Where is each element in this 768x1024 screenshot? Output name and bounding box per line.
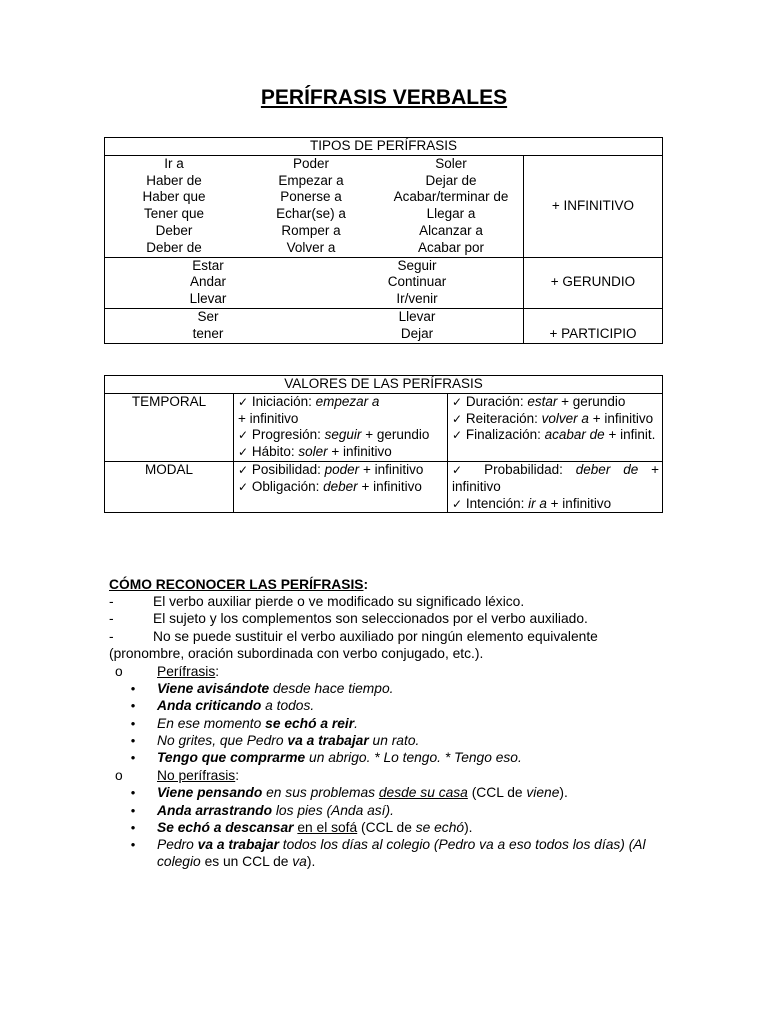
no-perifrasis-heading: o No perífrasis:: [115, 768, 240, 784]
value-item: ✓ Intención: ir a + infinitivo: [452, 495, 612, 511]
types-table-header: TIPOS DE PERÍFRASIS: [105, 138, 663, 156]
check-icon: ✓: [238, 445, 249, 460]
values-table-header: VALORES DE LAS PERÍFRASIS: [105, 376, 663, 394]
list-item: Llegar a: [426, 206, 476, 222]
types-table: [104, 137, 663, 344]
infinitivo-col3: [379, 156, 523, 257]
no-perifrasis-examples: [109, 784, 655, 870]
infinitivo-label: + INFINITIVO: [524, 155, 663, 257]
list-item: Continuar: [387, 274, 447, 290]
infinitivo-col2: [243, 156, 379, 257]
list-item: • Anda arrastrando los pies (Anda así).: [130, 802, 394, 818]
list-item: • Viene avisándote desde hace tiempo.: [130, 681, 394, 697]
list-item: Llevar: [398, 308, 436, 324]
value-item: ✓ Finalización: acabar de + infinit.: [452, 427, 656, 443]
gerundio-col2: [311, 258, 523, 308]
list-item: • En ese momento se echó a reir.: [130, 715, 358, 731]
list-item: Ponerse a: [280, 189, 342, 205]
modal-right-cell: [448, 461, 663, 512]
value-item: ✓ Reiteración: volver a + infinitivo: [452, 410, 654, 426]
page-title: PERÍFRASIS VERBALES: [260, 86, 508, 109]
check-icon: ✓: [238, 428, 249, 443]
list-item: Soler: [435, 155, 467, 171]
values-table: [104, 375, 663, 513]
modal-label: MODAL: [105, 461, 234, 512]
list-item: Acabar/terminar de: [393, 189, 509, 205]
infinitivo-verbs-cell: [105, 155, 524, 257]
list-item: Haber que: [142, 189, 206, 205]
list-item: Estar: [192, 257, 224, 273]
value-item: ✓ Hábito: soler + infinitivo: [238, 444, 392, 460]
list-item: Romper a: [281, 222, 341, 238]
list-item: Deber: [155, 222, 193, 238]
participio-verbs-cell: [105, 308, 524, 343]
gerundio-verbs-cell: [105, 257, 524, 308]
check-icon: ✓: [238, 394, 249, 409]
list-item: Tener que: [143, 206, 205, 222]
value-item: ✓ Progresión: seguir + gerundio: [238, 427, 430, 443]
list-item: Echar(se) a: [276, 206, 346, 222]
list-item: • Viene pensando en sus problemas desde su casa (CCL de viene).: [130, 785, 568, 801]
value-item: ✓ Obligación: deber + infinitivo: [238, 478, 422, 494]
list-item: Empezar a: [278, 172, 344, 188]
check-icon: ✓: [452, 462, 472, 477]
value-item: ✓ Duración: estar + gerundio: [452, 393, 626, 409]
check-icon: ✓: [452, 496, 463, 511]
rule-item: - El sujeto y los complementos son seleccionados por el verbo auxiliado.: [109, 611, 588, 627]
list-item: Dejar de: [425, 172, 477, 188]
rule-item: - El verbo auxiliar pierde o ve modificado su significado léxico.: [109, 594, 525, 610]
check-icon: ✓: [238, 479, 249, 494]
temporal-left-cell: [234, 393, 448, 461]
list-item: • Se echó a descansar en el sofá (CCL de se echó).: [130, 819, 473, 835]
list-item: Ser: [197, 308, 219, 324]
list-item: • Pedro va a trabajar todos los días al colegio (Pedro va a eso todos los días) (Al colegio es un CCL de va).: [130, 837, 646, 870]
temporal-label: TEMPORAL: [105, 393, 234, 461]
list-item: • No grites, que Pedro va a trabajar un rato.: [130, 732, 420, 748]
list-item: Seguir: [397, 257, 437, 273]
list-item: • Tengo que comprarme un abrigo. * Lo tengo. * Tengo eso.: [130, 750, 522, 766]
value-item: ✓ Iniciación: empezar a + infinitivo: [238, 393, 380, 426]
list-item: tener: [192, 325, 224, 341]
list-item: Alcanzar a: [419, 222, 483, 238]
list-item: Haber de: [146, 172, 202, 188]
check-icon: ✓: [452, 411, 463, 426]
list-item: Acabar por: [417, 239, 485, 255]
list-item: • Anda criticando a todos.: [130, 698, 315, 714]
check-icon: ✓: [452, 428, 463, 443]
perifrasis-examples: [109, 680, 655, 766]
list-item: Deber de: [146, 239, 202, 255]
participio-label: + PARTICIPIO: [524, 308, 663, 343]
list-item: Llevar: [189, 291, 227, 307]
modal-left-cell: [234, 461, 448, 512]
value-item: ✓ Probabilidad: deber de + infinitivo: [452, 461, 659, 494]
list-item: Ir a: [164, 155, 184, 171]
participio-col1: [105, 309, 311, 343]
gerundio-col1: [105, 258, 311, 308]
temporal-right-cell: [448, 393, 663, 461]
perifrasis-heading: o Perífrasis:: [115, 664, 220, 680]
rule-item: - No se puede sustituir el verbo auxiliado por ningún elemento equivalente (pronombre, oración subordinada con verbo conjugado, etc.).: [109, 628, 598, 661]
list-item: Dejar: [400, 325, 434, 341]
list-item: Volver a: [286, 239, 336, 255]
check-icon: ✓: [238, 462, 249, 477]
infinitivo-col1: [105, 156, 243, 257]
value-item: ✓ Posibilidad: poder + infinitivo: [238, 461, 424, 477]
list-item: Ir/venir: [396, 291, 438, 307]
list-item: Andar: [189, 274, 227, 290]
recognize-section: [109, 576, 655, 870]
check-icon: ✓: [452, 394, 463, 409]
list-item: Poder: [292, 155, 330, 171]
gerundio-label: + GERUNDIO: [524, 257, 663, 308]
section-heading: CÓMO RECONOCER LAS PERÍFRASIS:: [109, 577, 369, 592]
participio-col2: [311, 309, 523, 343]
